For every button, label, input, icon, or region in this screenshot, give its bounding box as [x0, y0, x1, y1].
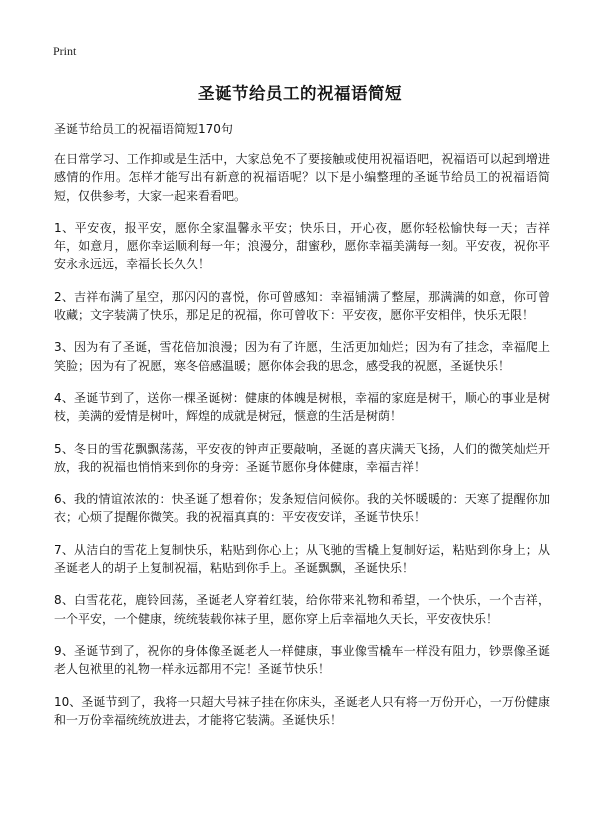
greeting-item-10: 10、圣诞节到了，我将一只超大号袜子挂在你床头，圣诞老人只有将一万份开心，一万份健康和一万份幸福统统放进去，才能将它装满。圣诞快乐！ [54, 694, 550, 727]
page-title: 圣诞节给员工的祝福语简短 [198, 84, 402, 103]
intro-paragraph: 在日常学习、工作抑或是生活中，大家总免不了要接触或使用祝福语吧，祝福语可以起到增进感情的作用。怎样才能写出有新意的祝福语呢？以下是小编整理的圣诞节给员工的祝福语简短，仅供参考，大家一起来看看吧。 [54, 152, 550, 203]
greeting-item-7: 7、从洁白的雪花上复制快乐，粘贴到你心上；从飞驰的雪橇上复制好运，粘贴到你身上；从圣诞老人的胡子上复制祝福，粘贴到你手上。圣诞飘飘，圣诞快乐！ [54, 542, 550, 576]
greeting-item-4: 4、圣诞节到了，送你一棵圣诞树：健康的体魄是树根，幸福的家庭是树干，顺心的事业是树枝，美满的爱情是树叶，辉煌的成就是树冠，惬意的生活是树荫！ [54, 390, 550, 424]
greeting-item-6: 6、我的情谊浓浓的：快圣诞了想着你；发条短信问候你。我的关怀暖暖的：天寒了提醒你加衣；心烦了提醒你微笑。我的祝福真真的：平安夜安详，圣诞节快乐！ [54, 492, 550, 525]
article-body [54, 120, 550, 743]
greeting-item-8: 8、白雪花花，鹿铃回荡，圣诞老人穿着红装，给你带来礼物和希望，一个快乐，一个吉祥，一个平安，一个健康，统统装载你袜子里，愿你穿上后幸福地久天长，平安夜快乐！ [54, 593, 550, 626]
greeting-item-9: 9、圣诞节到了，祝你的身体像圣诞老人一样健康，事业像雪橇车一样没有阻力，钞票像圣诞老人包袱里的礼物一样永远都用不完！圣诞节快乐！ [54, 643, 550, 677]
greeting-item-3: 3、因为有了圣诞，雪花倍加浪漫；因为有了许愿，生活更加灿烂；因为有了挂念，幸福爬上笑脸；因为有了祝愿，寒冬倍感温暖；愿你体会我的思念，感受我的祝愿，圣诞快乐！ [54, 340, 550, 373]
article-subtitle: 圣诞节给员工的祝福语简短170句 [54, 122, 233, 136]
print-link[interactable]: Print [53, 44, 77, 58]
greeting-item-1: 1、平安夜，报平安，愿你全家温馨永平安；快乐日，开心夜，愿你轻松愉快每一天；吉祥年，如意月，愿你幸运顺利每一年；浪漫分，甜蜜秒，愿你幸福美满每一刻。平安夜，祝你平安永永远远，幸福长长久久！ [54, 220, 550, 272]
greeting-item-2: 2、吉祥布满了星空，那闪闪的喜悦，你可曾感知：幸福铺满了整屋，那满满的如意，你可曾收藏；文字装满了快乐，那足足的祝福，你可曾收下：平安夜，愿你平安相伴，快乐无限！ [54, 289, 550, 323]
greeting-item-5: 5、冬日的雪花飘飘荡荡，平安夜的钟声正要敲响，圣诞的喜庆满天飞扬，人们的微笑灿烂开放，我的祝福也悄悄来到你的身旁：圣诞节愿你身体健康，幸福吉祥！ [54, 441, 550, 474]
